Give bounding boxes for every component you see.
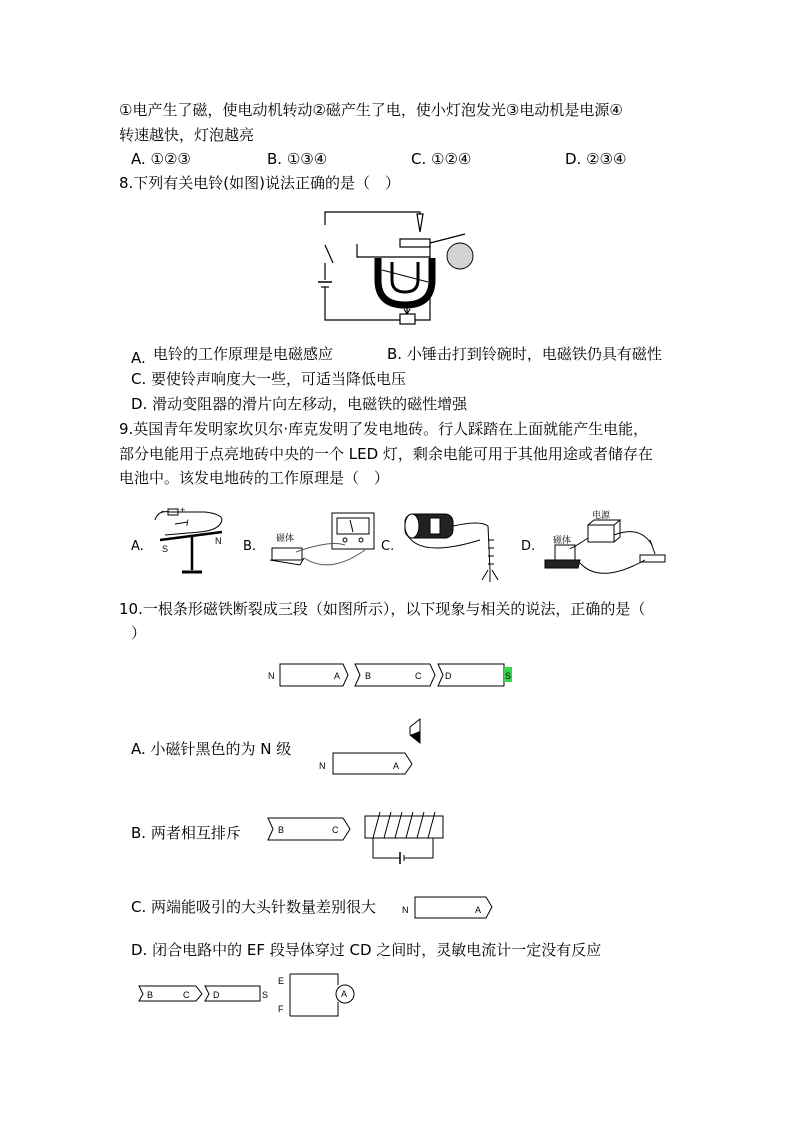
- svg-text:S: S: [262, 990, 269, 1000]
- q7-option-b: B. ①③④: [267, 150, 328, 168]
- svg-text:D: D: [213, 990, 220, 1000]
- svg-text:B: B: [147, 990, 154, 1000]
- q10-option-d: D. 闭合电路中的 EF 段导体穿过 CD 之间时，灵敏电流计一定没有反应: [131, 941, 602, 959]
- q8-stem: 8.下列有关电铃(如图)说法正确的是（ ）: [119, 174, 401, 192]
- q8-option-d: D. 滑动变阻器的滑片向左移动，电磁铁的磁性增强: [131, 395, 468, 413]
- svg-text:F: F: [278, 1004, 284, 1014]
- svg-text:N: N: [268, 671, 275, 681]
- svg-text:S: S: [162, 544, 169, 554]
- svg-text:A: A: [393, 761, 400, 771]
- q9-line1: 9.英国青年发明家坎贝尔·库克发明了发电地砖。行人踩踏在上面就能产生电能，: [119, 420, 649, 438]
- svg-text:I: I: [186, 518, 189, 528]
- q10-line1: 10.一根条形磁铁断裂成三段（如图所示），以下现象与相关的说法，正确的是（: [119, 600, 646, 618]
- q8-option-a-prefix: A.: [131, 349, 146, 367]
- svg-text:S: S: [505, 671, 512, 681]
- svg-text:A: A: [341, 989, 348, 999]
- svg-text:B: B: [365, 671, 372, 681]
- q8-option-c: C. 要使铃声响度大一些，可适当降低电压: [131, 370, 407, 388]
- q9-line3: 电池中。该发电地砖的工作原理是（ ）: [119, 469, 390, 487]
- q10-option-c: C. 两端能吸引的大头针数量差别很大: [131, 898, 377, 916]
- svg-text:磁体: 磁体: [276, 533, 295, 543]
- svg-text:A: A: [334, 671, 341, 681]
- svg-text:-: -: [161, 506, 164, 516]
- svg-text:C: C: [183, 990, 190, 1000]
- svg-text:+: +: [180, 505, 186, 515]
- q7-option-d: D. ②③④: [565, 150, 627, 168]
- q10-option-a: A. 小磁针黑色的为 N 级: [131, 740, 292, 758]
- svg-text:E: E: [278, 976, 285, 986]
- q7-option-c: C. ①②④: [411, 150, 472, 168]
- svg-text:N: N: [319, 761, 326, 771]
- q7-line2: 转速越快，灯泡越亮: [119, 126, 255, 144]
- q9-fig-a-letter: A.: [131, 539, 144, 554]
- svg-text:N: N: [215, 536, 222, 546]
- svg-text:A: A: [475, 905, 482, 915]
- q10-option-b: B. 两者相互排斥: [131, 824, 241, 842]
- q7-option-a: A. ①②③: [131, 150, 191, 168]
- svg-text:N: N: [402, 905, 409, 915]
- q10-line2: ）: [131, 624, 147, 642]
- svg-text:C: C: [332, 825, 339, 835]
- svg-text:磁体: 磁体: [553, 535, 572, 545]
- svg-text:C: C: [415, 671, 422, 681]
- q8-option-a: 电铃的工作原理是电磁感应: [153, 345, 334, 363]
- q7-line1: ①电产生了磁，使电动机转动②磁产生了电，使小灯泡发光③电动机是电源④: [119, 101, 623, 119]
- q8-option-b: B. 小锤击打到铃碗时，电磁铁仍具有磁性: [387, 345, 662, 363]
- svg-text:D.: D.: [521, 539, 536, 554]
- svg-text:B: B: [278, 825, 285, 835]
- q9-line2: 部分电能用于点亮地砖中央的一个 LED 灯，剩余电能可用于其他用途或者储存在: [119, 445, 653, 463]
- svg-text:B.: B.: [243, 539, 257, 554]
- svg-text:电源: 电源: [592, 510, 611, 520]
- svg-text:D: D: [445, 671, 452, 681]
- svg-text:C.: C.: [381, 539, 395, 554]
